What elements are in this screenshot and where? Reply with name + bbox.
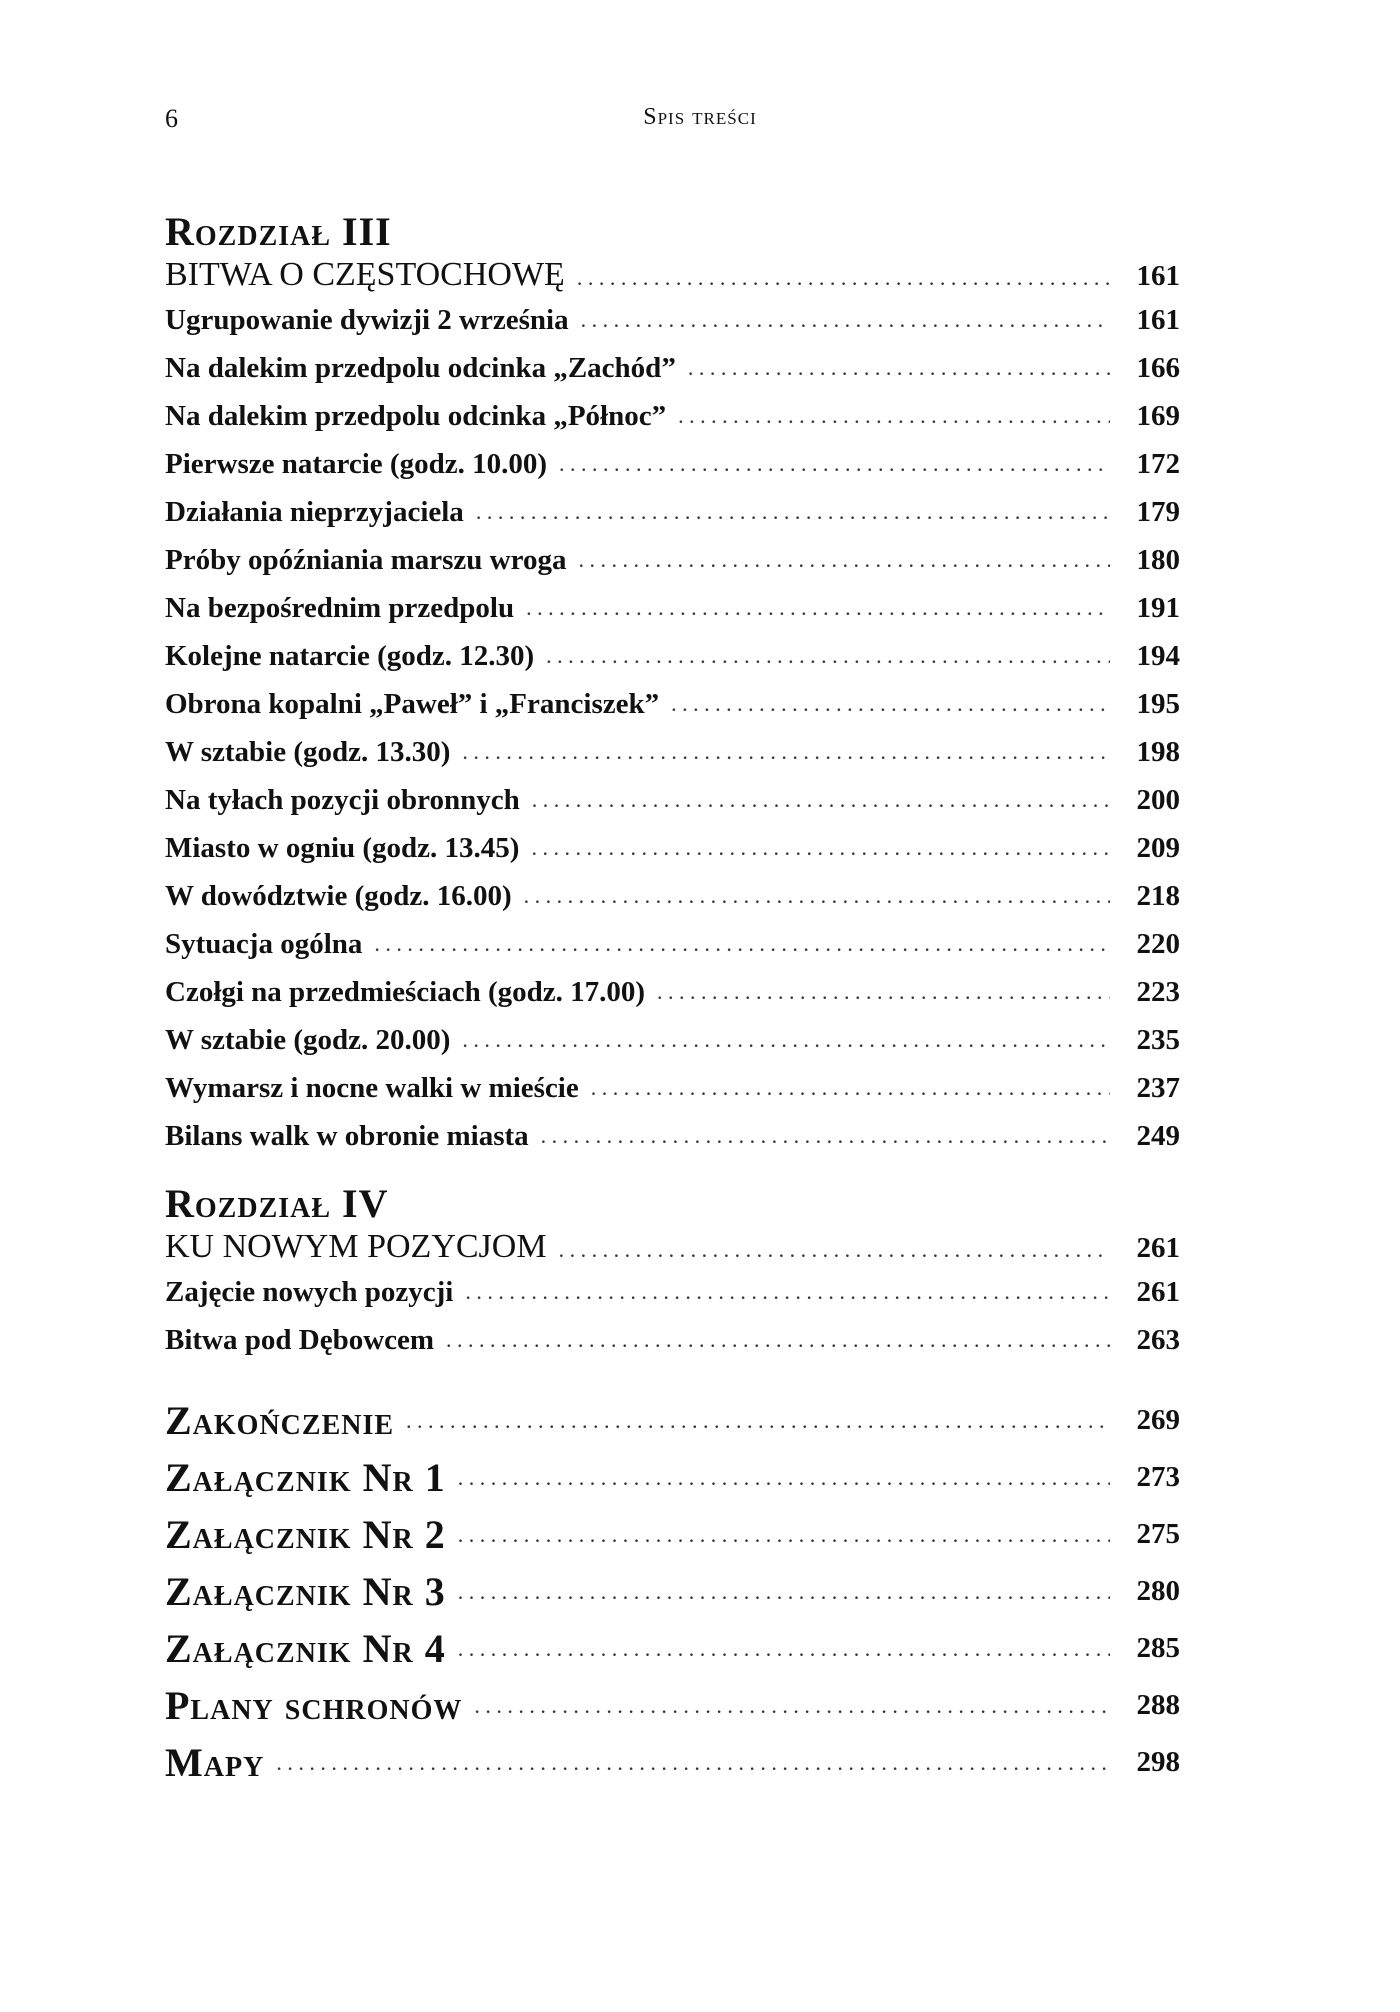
entry-title: Na tyłach pozycji obronnych — [165, 783, 520, 816]
dot-leader — [559, 451, 1110, 477]
dot-leader — [531, 835, 1110, 861]
dot-leader — [446, 1327, 1110, 1353]
toc-entry[interactable] — [165, 488, 1180, 536]
entry-title: Bilans walk w obronie miasta — [165, 1119, 529, 1152]
entry-title: Na dalekim przedpolu odcinka „Zachód” — [165, 351, 676, 384]
entry-title: Bitwa pod Dębowcem — [165, 1323, 435, 1356]
entry-title: Ugrupowanie dywizji 2 września — [165, 303, 569, 336]
entry-title: Kolejne natarcie (godz. 12.30) — [165, 639, 535, 672]
page-ref: 161 — [1136, 303, 1180, 336]
page-ref: 198 — [1136, 735, 1180, 768]
end-matter-item[interactable] — [165, 1449, 1180, 1506]
page-ref: 161 — [1136, 260, 1180, 292]
chapter-label: Rozdział IV — [165, 1181, 389, 1226]
page-ref: 273 — [1136, 1461, 1180, 1493]
dot-leader — [591, 1075, 1110, 1101]
entry-title: Próby opóźniania marszu wroga — [165, 543, 567, 576]
dot-leader — [462, 1027, 1110, 1053]
entry-title: Sytuacja ogólna — [165, 927, 363, 960]
dot-leader — [458, 1579, 1110, 1605]
dot-leader — [577, 265, 1110, 291]
page-ref: 209 — [1136, 831, 1180, 864]
page-ref: 172 — [1136, 447, 1180, 480]
end-matter-title: Załącznik Nr 2 — [165, 1512, 446, 1557]
table-of-contents — [165, 210, 1180, 1791]
toc-entry[interactable] — [165, 1268, 1180, 1316]
toc-entry[interactable] — [165, 1112, 1180, 1160]
page-ref: 191 — [1136, 591, 1180, 624]
page-ref: 194 — [1136, 639, 1180, 672]
chapter-title: KU NOWYM POZYCJOM — [165, 1228, 547, 1265]
dot-leader — [688, 355, 1110, 381]
page-ref: 180 — [1136, 543, 1180, 576]
dot-leader — [541, 1123, 1110, 1149]
entry-title: Obrona kopalni „Paweł” i „Franciszek” — [165, 687, 660, 720]
dot-leader — [474, 1693, 1110, 1719]
page-ref: 218 — [1136, 879, 1180, 912]
dot-leader — [465, 1279, 1110, 1305]
running-title: Spis treści — [643, 104, 757, 130]
chapter-title-row[interactable] — [165, 1226, 1180, 1268]
toc-entry[interactable] — [165, 872, 1180, 920]
toc-entry[interactable] — [165, 440, 1180, 488]
dot-leader — [532, 787, 1110, 813]
end-matter-title: Załącznik Nr 1 — [165, 1455, 446, 1500]
dot-leader — [276, 1750, 1110, 1776]
page-ref: 195 — [1136, 687, 1180, 720]
entry-title: Pierwsze natarcie (godz. 10.00) — [165, 447, 547, 480]
entry-title: Na dalekim przedpolu odcinka „Północ” — [165, 399, 667, 432]
end-matter-title: Plany schronów — [165, 1683, 463, 1728]
toc-entry[interactable] — [165, 344, 1180, 392]
dot-leader — [559, 1237, 1110, 1263]
entry-title: Zajęcie nowych pozycji — [165, 1275, 454, 1308]
end-matter-item[interactable] — [165, 1563, 1180, 1620]
entry-title: Czołgi na przedmieściach (godz. 17.00) — [165, 975, 646, 1008]
dot-leader — [458, 1522, 1110, 1548]
dot-leader — [374, 931, 1110, 957]
toc-entry[interactable] — [165, 584, 1180, 632]
page-ref: 288 — [1136, 1689, 1180, 1721]
dot-leader — [581, 307, 1110, 333]
toc-entry[interactable] — [165, 680, 1180, 728]
entry-title: W dowództwie (godz. 16.00) — [165, 879, 512, 912]
end-matter-item[interactable] — [165, 1677, 1180, 1734]
toc-entry[interactable] — [165, 1016, 1180, 1064]
dot-leader — [578, 547, 1110, 573]
entry-title: Miasto w ogniu (godz. 13.45) — [165, 831, 520, 864]
end-matter-item[interactable] — [165, 1506, 1180, 1563]
page-ref: 200 — [1136, 783, 1180, 816]
end-matter-item[interactable] — [165, 1620, 1180, 1677]
page-ref: 166 — [1136, 351, 1180, 384]
dot-leader — [526, 595, 1110, 621]
toc-entry[interactable] — [165, 728, 1180, 776]
page-ref: 285 — [1136, 1632, 1180, 1664]
entry-title: Na bezpośrednim przedpolu — [165, 591, 515, 624]
page-ref: 263 — [1136, 1323, 1180, 1356]
page-ref: 298 — [1136, 1746, 1180, 1778]
end-matter-title: Załącznik Nr 4 — [165, 1626, 446, 1671]
dot-leader — [458, 1465, 1110, 1491]
end-matter-item[interactable] — [165, 1392, 1180, 1449]
toc-entry[interactable] — [165, 296, 1180, 344]
entry-title: Działania nieprzyjaciela — [165, 495, 464, 528]
page-ref: 261 — [1136, 1275, 1180, 1308]
page-ref: 223 — [1136, 975, 1180, 1008]
toc-entry[interactable] — [165, 920, 1180, 968]
dot-leader — [458, 1636, 1110, 1662]
page-ref: 237 — [1136, 1071, 1180, 1104]
page-ref: 249 — [1136, 1119, 1180, 1152]
running-head — [0, 104, 1400, 134]
page-ref: 220 — [1136, 927, 1180, 960]
page-ref: 269 — [1136, 1404, 1180, 1436]
chapter-title-row[interactable] — [165, 254, 1180, 296]
page-number: 6 — [165, 104, 178, 133]
entry-title: Wymarsz i nocne walki w mieście — [165, 1071, 579, 1104]
toc-entry[interactable] — [165, 776, 1180, 824]
toc-entry[interactable] — [165, 1064, 1180, 1112]
chapter-3 — [165, 210, 1180, 1160]
dot-leader — [524, 883, 1110, 909]
toc-entry[interactable] — [165, 1316, 1180, 1364]
end-matter-title: Załącznik Nr 3 — [165, 1569, 446, 1614]
chapter-title: BITWA O CZĘSTOCHOWĘ — [165, 256, 565, 293]
page-ref: 169 — [1136, 399, 1180, 432]
dot-leader — [462, 739, 1110, 765]
entry-title: W sztabie (godz. 20.00) — [165, 1023, 451, 1056]
end-matter-title: Mapy — [165, 1740, 265, 1785]
toc-entry[interactable] — [165, 632, 1180, 680]
dot-leader — [476, 499, 1110, 525]
chapter-4 — [165, 1182, 1180, 1364]
page-ref: 179 — [1136, 495, 1180, 528]
page-ref: 261 — [1136, 1232, 1180, 1264]
end-matter-item[interactable] — [165, 1734, 1180, 1791]
toc-entry[interactable] — [165, 536, 1180, 584]
end-matter — [165, 1392, 1180, 1791]
toc-entry[interactable] — [165, 968, 1180, 1016]
chapter-label: Rozdział III — [165, 209, 392, 254]
toc-entry[interactable] — [165, 824, 1180, 872]
dot-leader — [546, 643, 1110, 669]
page-ref: 280 — [1136, 1575, 1180, 1607]
entry-title: W sztabie (godz. 13.30) — [165, 735, 451, 768]
dot-leader — [406, 1408, 1110, 1434]
toc-entry[interactable] — [165, 392, 1180, 440]
end-matter-title: Zakończenie — [165, 1398, 395, 1443]
page-ref: 235 — [1136, 1023, 1180, 1056]
dot-leader — [671, 691, 1110, 717]
dot-leader — [657, 979, 1110, 1005]
dot-leader — [678, 403, 1110, 429]
page-ref: 275 — [1136, 1518, 1180, 1550]
